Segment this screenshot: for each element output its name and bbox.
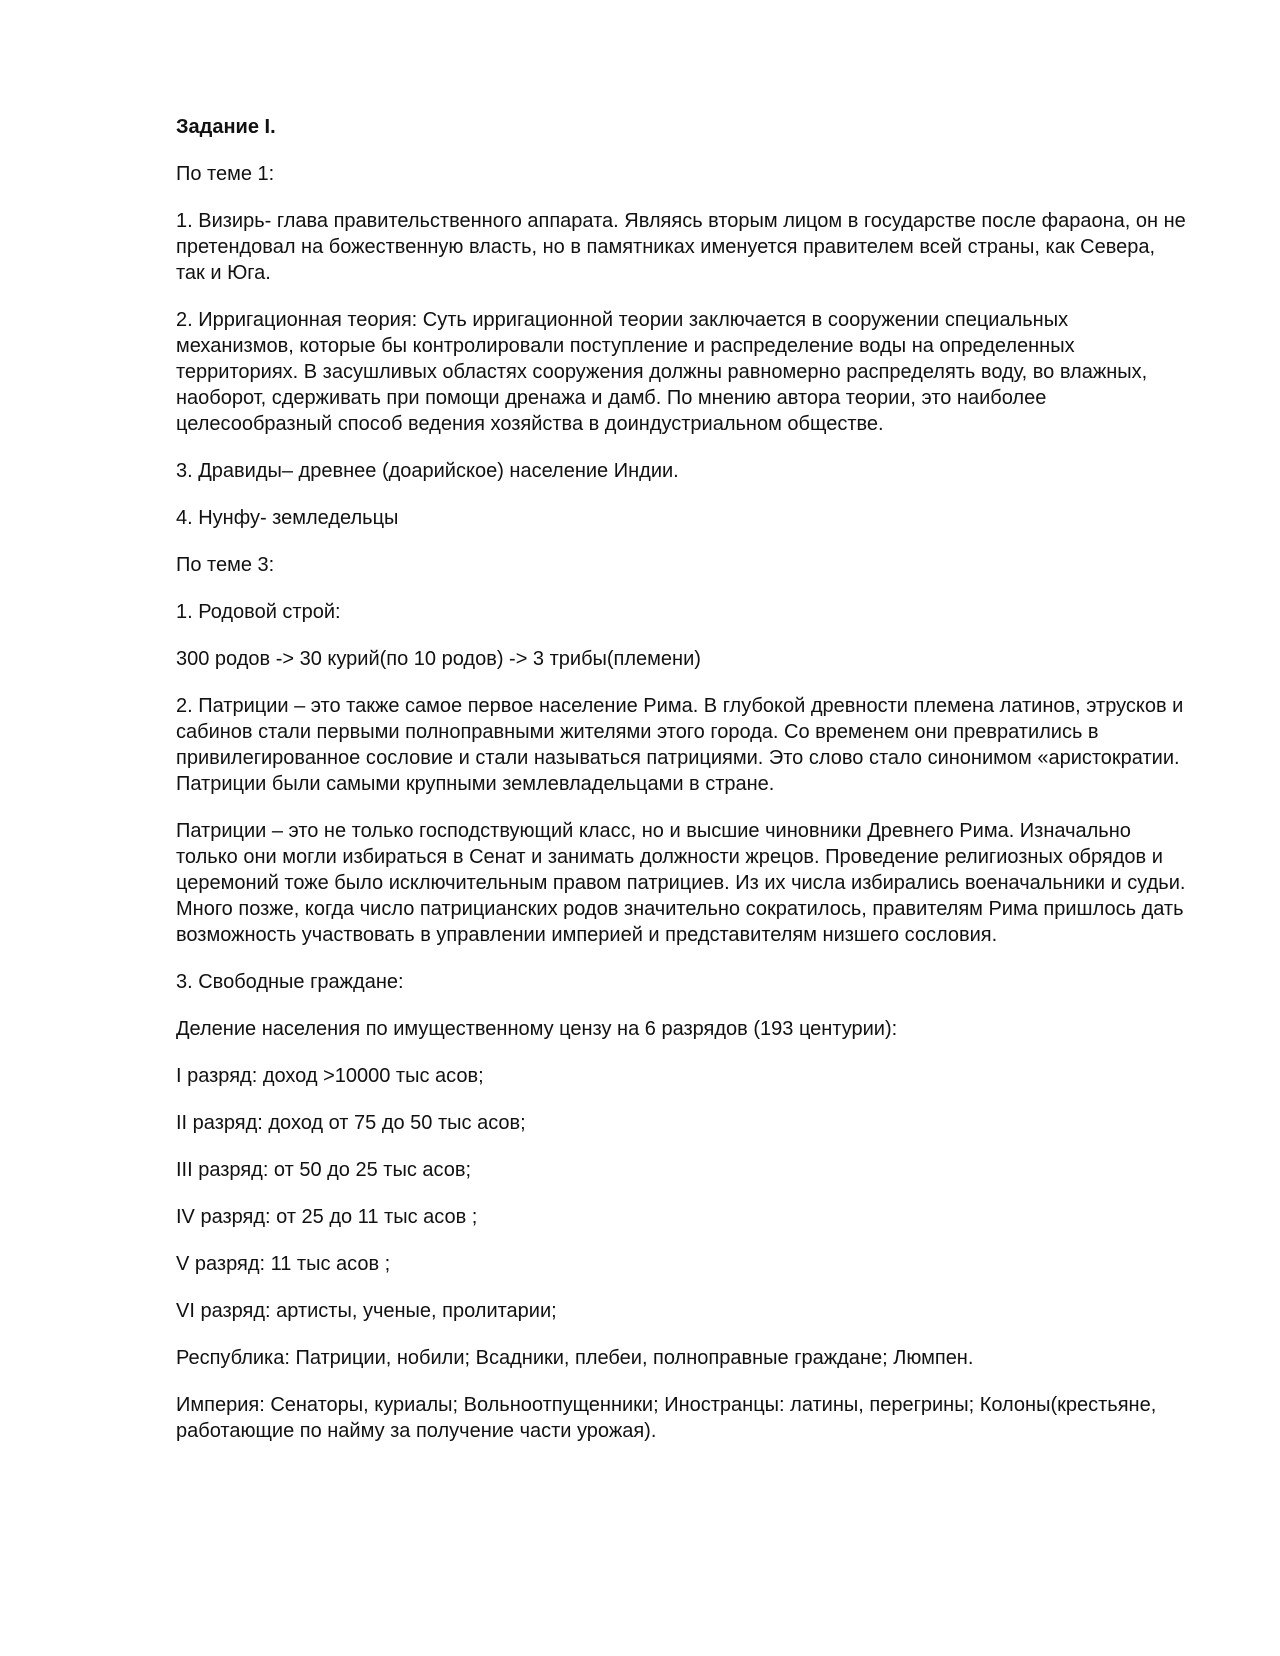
document-page: [176, 114, 1186, 1465]
paragraph-class-3: III разряд: от 50 до 25 тыс асов;: [176, 1159, 472, 1181]
paragraph-clan-system: 1. Родовой строй:: [176, 601, 341, 623]
paragraph-topic-3-heading: По теме 3:: [176, 554, 275, 576]
paragraph-topic-1-heading: По теме 1:: [176, 163, 275, 185]
paragraph-patricians-1: 2. Патриции – это также самое первое население Рима. В глубокой древности племена латинов, этрусков и сабинов стали первыми полноправными жителями этого города. Со временем они превратились в привилегированное сословие и стали называться патрициями. Это слово стало синонимом «аристократии. Патриции были самыми крупными землевладельцами в стране.: [176, 695, 1184, 795]
paragraph-free-citizens: 3. Свободные граждане:: [176, 971, 404, 993]
paragraph-class-5: V разряд: 11 тыс асов ;: [176, 1253, 391, 1275]
paragraph-empire: Империя: Сенаторы, куриалы; Вольноотпущенники; Иностранцы: латины, перегрины; Колоны(крестьяне, работающие по найму за получение части урожая).: [176, 1394, 1157, 1442]
paragraph-clan-structure: 300 родов -> 30 курий(по 10 родов) -> 3 трибы(племени): [176, 648, 701, 670]
paragraph-class-6: VI разряд: артисты, ученые, пролитарии;: [176, 1300, 557, 1322]
paragraph-census-division: Деление населения по имущественному цензу на 6 разрядов (193 центурии):: [176, 1018, 898, 1040]
paragraph-dravidians: 3. Дравиды– древнее (доарийское) население Индии.: [176, 460, 679, 482]
paragraph-irrigation-theory: 2. Ирригационная теория: Суть ирригационной теории заключается в сооружении специальных механизмов, которые бы контролировали поступление и распределение воды на определенных территориях. В засушливых областях сооружения должны равномерно распределять воду, во влажных, наоборот, сдерживать при помощи дренажа и дамб. По мнению автора теории, это наиболее целесообразный способ ведения хозяйства в доиндустриальном обществе.: [176, 309, 1148, 435]
document-title: Задание I.: [176, 116, 276, 138]
paragraph-vizier: 1. Визирь- глава правительственного аппарата. Являясь вторым лицом в государстве после фараона, он не претендовал на божественную власть, но в памятниках именуется правителем всей страны, как Севера, так и Юга.: [176, 210, 1186, 284]
paragraph-class-1: I разряд: доход >10000 тыс асов;: [176, 1065, 484, 1087]
paragraph-class-4: IV разряд: от 25 до 11 тыс асов ;: [176, 1206, 478, 1228]
paragraph-nunfu: 4. Нунфу- земледельцы: [176, 507, 399, 529]
paragraph-patricians-2: Патриции – это не только господствующий класс, но и высшие чиновники Древнего Рима. Изначально только они могли избираться в Сенат и занимать должности жрецов. Проведение религиозных обрядов и церемоний тоже было исключительным правом патрициев. Из их числа избирались военачальники и судьи. Много позже, когда число патрицианских родов значительно сократилось, правителям Рима пришлось дать возможность участвовать в управлении империей и представителям низшего сословия.: [176, 820, 1186, 946]
paragraph-republic: Республика: Патриции, нобили; Всадники, плебеи, полноправные граждане; Люмпен.: [176, 1347, 974, 1369]
paragraph-class-2: II разряд: доход от 75 до 50 тыс асов;: [176, 1112, 526, 1134]
